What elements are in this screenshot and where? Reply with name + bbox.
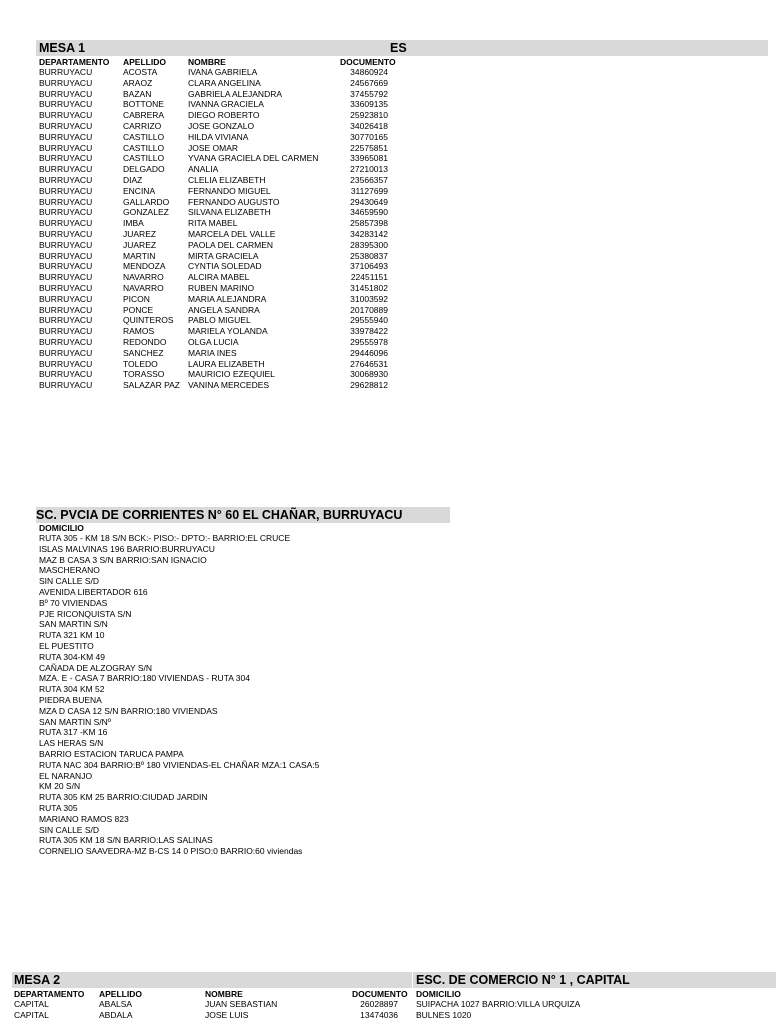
apellido-cell: TOLEDO [123, 358, 158, 369]
table-row [39, 337, 399, 348]
school-title: SC. PVCIA DE CORRIENTES N° 60 EL CHAÑAR, BURRUYACU [36, 508, 403, 522]
address-row: SIN CALLE S/D [39, 824, 99, 835]
departamento-cell: BURRUYACU [39, 77, 93, 88]
col-apellido: APELLIDO [123, 57, 166, 67]
departamento-cell: BURRUYACU [39, 336, 93, 347]
address-row: RUTA 305 KM 18 S/N BARRIO:LAS SALINAS [39, 835, 213, 846]
departamento-cell: BURRUYACU [39, 174, 93, 185]
table-row [39, 99, 399, 110]
departamento-cell: BURRUYACU [39, 347, 93, 358]
departamento-cell: BURRUYACU [39, 261, 93, 272]
nombre-cell: RUBEN MARINO [188, 282, 255, 293]
mesa-1-column-headers [39, 57, 399, 67]
table-row [39, 240, 399, 251]
address-row: PJE RICONQUISTA S/N [39, 608, 132, 619]
documento-cell: 31451802 [350, 282, 388, 293]
documento-cell: 34659590 [350, 207, 388, 218]
nombre-cell: ANGELA SANDRA [188, 304, 260, 315]
apellido-cell: ABALSA [99, 999, 133, 1009]
table-row [39, 164, 399, 175]
address-row: BARRIO ESTACION TARUCA PAMPA [39, 748, 184, 759]
documento-cell: 27210013 [350, 164, 388, 175]
departamento-cell: BURRUYACU [39, 315, 93, 326]
mesa-2-header-band-left [12, 972, 412, 988]
departamento-cell: BURRUYACU [39, 250, 93, 261]
nombre-cell: HILDA VIVIANA [188, 131, 249, 142]
apellido-cell: PONCE [123, 304, 154, 315]
departamento-cell: BURRUYACU [39, 228, 93, 239]
nombre-cell: MIRTA GRACIELA [188, 250, 259, 261]
school-title-cut: ES [390, 41, 407, 55]
departamento-cell: BURRUYACU [39, 120, 93, 131]
departamento-cell: BURRUYACU [39, 142, 93, 153]
documento-cell: 29555978 [350, 336, 388, 347]
nombre-cell: MARIA INES [188, 347, 237, 358]
nombre-cell: SILVANA ELIZABETH [188, 207, 271, 218]
departamento-cell: BURRUYACU [39, 67, 93, 77]
table-row [39, 89, 399, 100]
address-row: RUTA 305 [39, 802, 78, 813]
address-row: RUTA 321 KM 10 [39, 630, 105, 641]
address-row: RUTA NAC 304 BARRIO:Bº 180 VIVIENDAS-EL CHAÑAR MZA:1 CASA:5 [39, 759, 320, 770]
apellido-cell: ABDALA [99, 1009, 133, 1020]
apellido-cell: MENDOZA [123, 261, 166, 272]
table-row [39, 283, 399, 294]
apellido-cell: QUINTEROS [123, 315, 174, 326]
address-row: EL NARANJO [39, 770, 93, 781]
address-row: SAN MARTIN S/Nº [39, 716, 111, 727]
departamento-cell: CAPITAL [14, 999, 49, 1009]
table-row [39, 348, 399, 359]
nombre-cell: CLELIA ELIZABETH [188, 174, 266, 185]
apellido-cell: GONZALEZ [123, 207, 169, 218]
documento-cell: 29555940 [350, 315, 388, 326]
apellido-cell: GALLARDO [123, 196, 170, 207]
nombre-cell: JOSE OMAR [188, 142, 239, 153]
address-row: KM 20 S/N [39, 781, 81, 792]
table-row [39, 272, 399, 283]
col-nombre: NOMBRE [205, 989, 243, 999]
nombre-cell: GABRIELA ALEJANDRA [188, 88, 283, 99]
apellido-cell: SALAZAR PAZ [123, 380, 180, 391]
col-departamento: DEPARTAMENTO [39, 57, 110, 67]
col-nombre: NOMBRE [188, 57, 226, 67]
address-row: RUTA 304 KM 52 [39, 684, 105, 695]
apellido-cell: JUAREZ [123, 228, 157, 239]
documento-cell: 29446096 [350, 347, 388, 358]
table-row [14, 1010, 768, 1021]
apellido-cell: CASTILLO [123, 142, 165, 153]
departamento-cell: BURRUYACU [39, 110, 93, 121]
departamento-cell: BURRUYACU [39, 293, 93, 304]
col-domicilio: DOMICILIO [39, 523, 84, 533]
nombre-cell: IVANA GABRIELA [188, 67, 258, 77]
documento-cell: 30770165 [350, 131, 388, 142]
documento-cell: 24567669 [350, 77, 388, 88]
departamento-cell: BURRUYACU [39, 131, 93, 142]
nombre-cell: YVANA GRACIELA DEL CARMEN [188, 153, 319, 164]
departamento-cell: BURRUYACU [39, 239, 93, 250]
apellido-cell: CABRERA [123, 110, 165, 121]
table-row [39, 380, 399, 391]
departamento-cell: CAPITAL [14, 1009, 49, 1020]
nombre-cell: FERNANDO MIGUEL [188, 185, 271, 196]
table-row [39, 132, 399, 143]
table-row [39, 175, 399, 186]
documento-cell: 23566357 [350, 174, 388, 185]
table-row [14, 999, 768, 1010]
address-row: CORNELIO SAAVEDRA-MZ B-CS 14 0 PISO:0 BARRIO:60 viviendas [39, 846, 303, 857]
apellido-cell: CASTILLO [123, 153, 165, 164]
nombre-cell: CYNTIA SOLEDAD [188, 261, 262, 272]
apellido-cell: BOTTONE [123, 99, 164, 110]
documento-cell: 22575851 [350, 142, 388, 153]
nombre-cell: ALCIRA MABEL [188, 272, 250, 283]
col-apellido: APELLIDO [99, 989, 142, 999]
address-row: Bº 70 VIVIENDAS [39, 597, 108, 608]
apellido-cell: RAMOS [123, 326, 155, 337]
address-row: PIEDRA BUENA [39, 694, 102, 705]
address-row: SIN CALLE S/D [39, 576, 99, 587]
departamento-cell: BURRUYACU [39, 207, 93, 218]
nombre-cell: MARIELA YOLANDA [188, 326, 268, 337]
nombre-cell: OLGA LUCIA [188, 336, 239, 347]
documento-cell: 25857398 [350, 218, 388, 229]
address-row: LAS HERAS S/N [39, 738, 104, 749]
table-row [39, 186, 399, 197]
documento-cell: 26028897 [360, 999, 398, 1009]
documento-cell: 20170889 [350, 304, 388, 315]
documento-cell: 33609135 [350, 99, 388, 110]
address-row: ISLAS MALVINAS 196 BARRIO:BURRUYACU [39, 543, 215, 554]
apellido-cell: MARTIN [123, 250, 156, 261]
documento-cell: 29430649 [350, 196, 388, 207]
departamento-cell: BURRUYACU [39, 358, 93, 369]
nombre-cell: MARCELA DEL VALLE [188, 228, 276, 239]
departamento-cell: BURRUYACU [39, 99, 93, 110]
nombre-cell: FERNANDO AUGUSTO [188, 196, 280, 207]
apellido-cell: BAZAN [123, 88, 152, 99]
documento-cell: 33965081 [350, 153, 388, 164]
documento-cell: 27646531 [350, 358, 388, 369]
table-row [39, 326, 399, 337]
apellido-cell: NAVARRO [123, 272, 164, 283]
address-row: MASCHERANO [39, 565, 100, 576]
table-row [39, 315, 399, 326]
apellido-cell: ENCINA [123, 185, 156, 196]
address-row: AVENIDA LIBERTADOR 616 [39, 586, 148, 597]
address-row: RUTA 305 - KM 18 S/N BCK:- PISO:- DPTO:- BARRIO:EL CRUCE [39, 533, 291, 543]
apellido-cell: CARRIZO [123, 120, 162, 131]
domicilio-cell: SUIPACHA 1027 BARRIO:VILLA URQUIZA [416, 999, 581, 1009]
nombre-cell: IVANNA GRACIELA [188, 99, 264, 110]
address-row: SAN MARTIN S/N [39, 619, 108, 630]
nombre-cell: PABLO MIGUEL [188, 315, 251, 326]
table-row [39, 251, 399, 262]
table-row [39, 305, 399, 316]
departamento-cell: BURRUYACU [39, 304, 93, 315]
table-row [39, 261, 399, 272]
apellido-cell: ARAOZ [123, 77, 153, 88]
nombre-cell: JOSE LUIS [205, 1009, 249, 1020]
nombre-cell: JUAN SEBASTIAN [205, 999, 278, 1009]
table-row [39, 67, 399, 78]
apellido-cell: CASTILLO [123, 131, 165, 142]
departamento-cell: BURRUYACU [39, 88, 93, 99]
address-row: MZA D CASA 12 S/N BARRIO:180 VIVIENDAS [39, 705, 218, 716]
departamento-cell: BURRUYACU [39, 282, 93, 293]
table-row [39, 110, 399, 121]
col-documento: DOCUMENTO [352, 989, 408, 999]
apellido-cell: DIAZ [123, 174, 143, 185]
apellido-cell: ACOSTA [123, 67, 158, 77]
documento-cell: 37106493 [350, 261, 388, 272]
documento-cell: 31127699 [350, 185, 388, 196]
mesa-2-title: MESA 2 [14, 973, 61, 987]
apellido-cell: SANCHEZ [123, 347, 164, 358]
table-row [39, 78, 399, 89]
nombre-cell: ANALIA [188, 164, 219, 175]
documento-cell: 22451151 [350, 272, 388, 283]
table-row [39, 229, 399, 240]
apellido-cell: DELGADO [123, 164, 165, 175]
mesa-1-title: MESA 1 [39, 41, 86, 55]
departamento-cell: BURRUYACU [39, 196, 93, 207]
apellido-cell: TORASSO [123, 369, 165, 380]
col-documento: DOCUMENTO [340, 57, 396, 67]
documento-cell: 29628812 [350, 380, 388, 391]
table-row [39, 294, 399, 305]
mesa-2-school-title: ESC. DE COMERCIO N° 1 , CAPITAL [416, 973, 630, 987]
departamento-cell: BURRUYACU [39, 369, 93, 380]
address-row: RUTA 304-KM 49 [39, 651, 105, 662]
address-row: CAÑADA DE ALZOGRAY S/N [39, 662, 153, 673]
nombre-cell: DIEGO ROBERTO [188, 110, 260, 121]
documento-cell: 33978422 [350, 326, 388, 337]
documento-cell: 13474036 [360, 1009, 398, 1020]
documento-cell: 25923810 [350, 110, 388, 121]
nombre-cell: PAOLA DEL CARMEN [188, 239, 274, 250]
nombre-cell: RITA MABEL [188, 218, 238, 229]
documento-cell: 34860924 [350, 67, 388, 77]
apellido-cell: JUAREZ [123, 239, 157, 250]
col-departamento: DEPARTAMENTO [14, 989, 85, 999]
nombre-cell: MARIA ALEJANDRA [188, 293, 267, 304]
address-row: MZA. E - CASA 7 BARRIO:180 VIVIENDAS - RUTA 304 [39, 673, 250, 684]
table-row [39, 207, 399, 218]
documento-cell: 30068930 [350, 369, 388, 380]
documento-cell: 34026418 [350, 120, 388, 131]
nombre-cell: LAURA ELIZABETH [188, 358, 265, 369]
address-row: MARIANO RAMOS 823 [39, 813, 129, 824]
departamento-cell: BURRUYACU [39, 185, 93, 196]
departamento-cell: BURRUYACU [39, 164, 93, 175]
departamento-cell: BURRUYACU [39, 218, 93, 229]
nombre-cell: JOSE GONZALO [188, 120, 255, 131]
documento-cell: 31003592 [350, 293, 388, 304]
table-row [39, 359, 399, 370]
apellido-cell: NAVARRO [123, 282, 164, 293]
address-row: RUTA 317 -KM 16 [39, 727, 108, 738]
nombre-cell: VANINA MERCEDES [188, 380, 270, 391]
departamento-cell: BURRUYACU [39, 153, 93, 164]
mesa-1-voter-table [39, 67, 399, 391]
apellido-cell: IMBA [123, 218, 144, 229]
domicilio-cell: BULNES 1020 [416, 1009, 472, 1020]
departamento-cell: BURRUYACU [39, 326, 93, 337]
address-row: MAZ B CASA 3 S/N BARRIO:SAN IGNACIO [39, 554, 207, 565]
documento-cell: 25380837 [350, 250, 388, 261]
documento-cell: 28395300 [350, 239, 388, 250]
table-row [39, 121, 399, 132]
apellido-cell: PICON [123, 293, 150, 304]
table-row [39, 218, 399, 229]
table-row [39, 197, 399, 208]
col-domicilio: DOMICILIO [416, 989, 461, 999]
table-row [39, 143, 399, 154]
documento-cell: 34283142 [350, 228, 388, 239]
address-list [39, 533, 439, 857]
address-row: RUTA 305 KM 25 BARRIO:CIUDAD JARDIN [39, 792, 208, 803]
table-row [39, 153, 399, 164]
nombre-cell: CLARA ANGELINA [188, 77, 261, 88]
nombre-cell: MAURICIO EZEQUIEL [188, 369, 275, 380]
mesa-2-voter-table [14, 999, 768, 1021]
apellido-cell: REDONDO [123, 336, 167, 347]
departamento-cell: BURRUYACU [39, 380, 93, 391]
departamento-cell: BURRUYACU [39, 272, 93, 283]
documento-cell: 37455792 [350, 88, 388, 99]
table-row [39, 369, 399, 380]
mesa-2-column-headers [14, 989, 768, 999]
address-row: EL PUESTITO [39, 640, 94, 651]
